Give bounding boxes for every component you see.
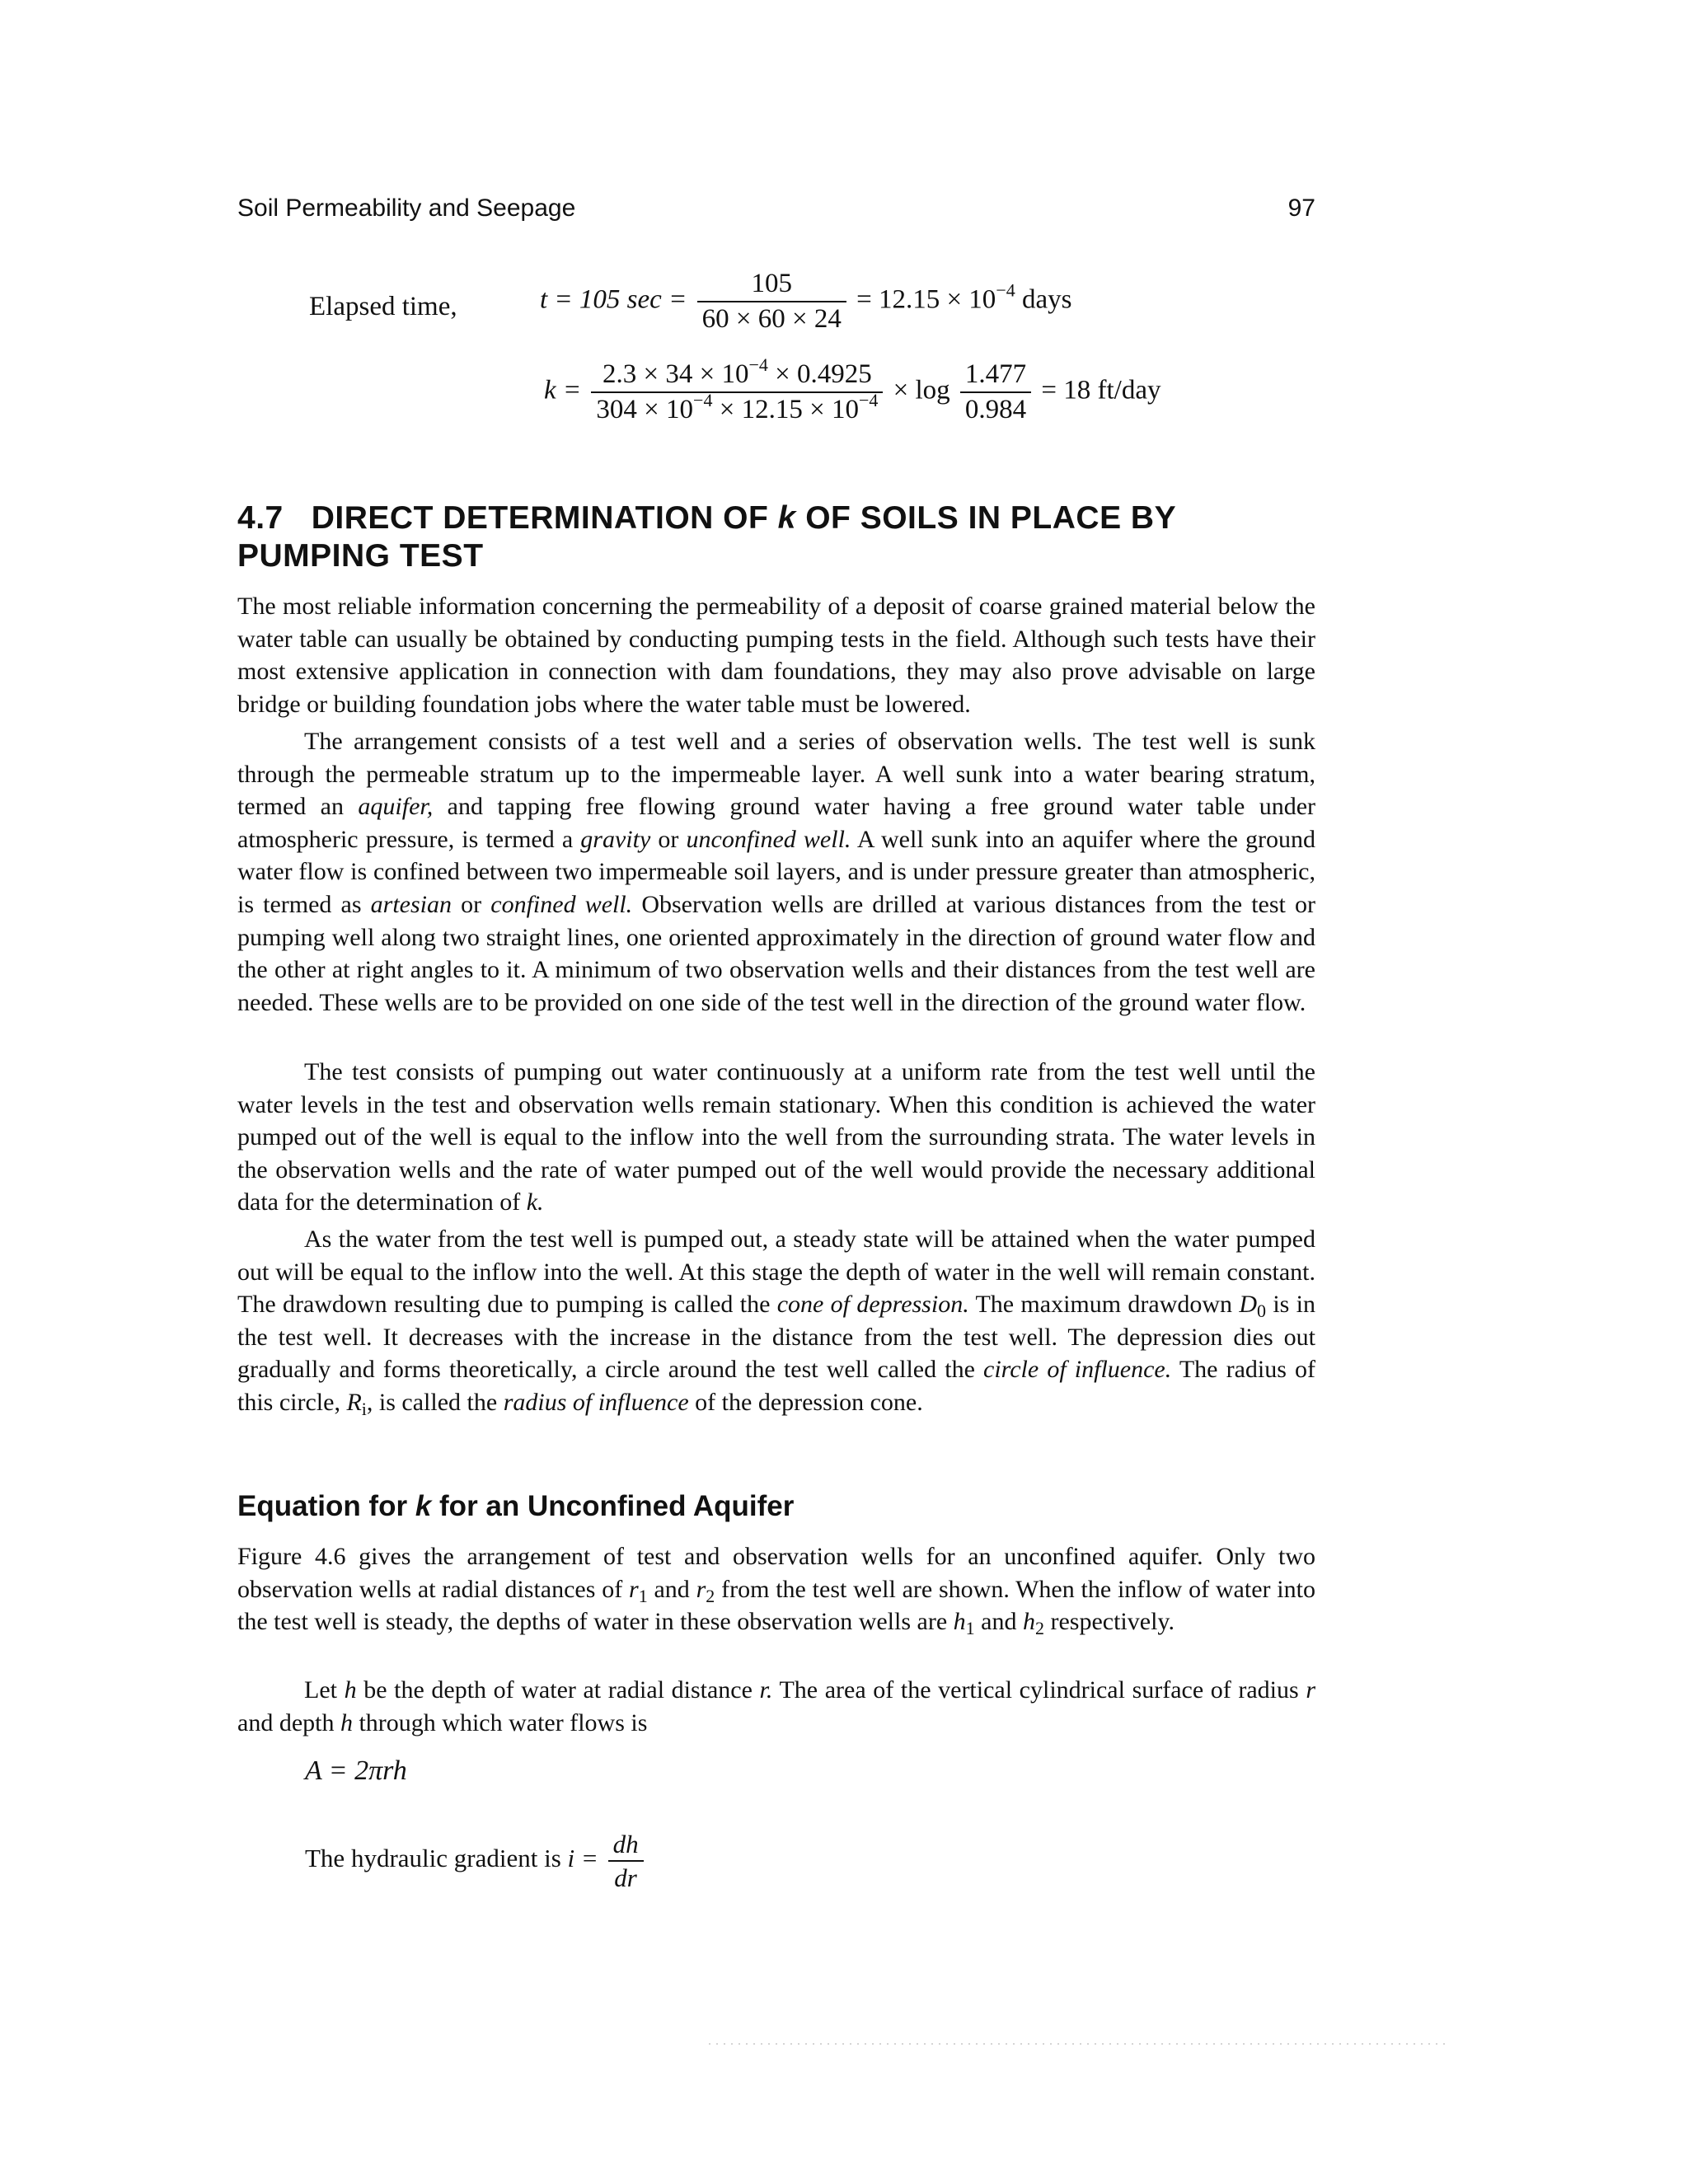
k-log: × log <box>893 375 950 405</box>
t-lhs: t = 105 sec = <box>540 284 687 315</box>
gradient-label: The hydraulic gradient is <box>305 1844 561 1873</box>
k-equation <box>544 354 1161 424</box>
paragraph-3: The test consists of pumping out water continuously at a uniform rate from the test well until the water levels in the test and observation wells remain stationary. When this condition is achieved the water pumped out of the well is equal to the inflow into the well from the surrounding strata. The water levels in the observation wells and the rate of water pumped out of the well would provide the necessary additional data for the determination of k. <box>237 1058 1315 1216</box>
log-numerator: 1.477 <box>960 361 1031 393</box>
section-number: 4.7 <box>237 500 284 536</box>
hydraulic-gradient-equation <box>305 1831 647 1891</box>
elapsed-time-equation <box>540 270 1071 333</box>
elapsed-time-label: Elapsed time, <box>309 292 457 321</box>
paragraph-5: Figure 4.6 gives the arrangement of test and observation wells for an unconfined aquifer. Only two observation wells at radial distances of $r_1$ and $r_2$ from the test well are shown. When the inflow of water into the test well is steady, the depths of water in these observation wells are $h_1$ and $h_2$ respectively. <box>237 1543 1315 1639</box>
page-number: 97 <box>1287 194 1315 222</box>
gradient-denominator: dr <box>614 1863 637 1892</box>
scan-artifact <box>709 2036 1451 2041</box>
k-denominator: $304 \times 10^{-4} \times 12.15 \times 10^{-4}$ <box>596 390 879 424</box>
section-heading: 4.7 DIRECT DETERMINATION OF k OF SOILS IN PLACE BY PUMPING TEST <box>237 500 1177 574</box>
paragraph-6: Let h be the depth of water at radial distance r. The area of the vertical cylindrical surface of radius r and depth h through which water flows is <box>237 1676 1315 1736</box>
area-equation: A = 2πrh <box>305 1755 407 1786</box>
k-fraction <box>591 354 883 424</box>
subsection-heading: Equation for k for an Unconfined Aquifer <box>237 1490 795 1522</box>
k-lhs: k = <box>544 375 582 405</box>
t-fraction <box>697 270 846 333</box>
gradient-numerator: dh <box>608 1831 644 1862</box>
log-denominator: 0.984 <box>964 395 1027 424</box>
t-numerator: 105 <box>697 270 846 302</box>
t-denominator: 60 × 60 × 24 <box>701 304 842 334</box>
gradient-fraction <box>608 1831 644 1891</box>
paragraph-2: The arrangement consists of a test well and a series of observation wells. The test well is sunk through the permeable stratum up to the impermeable layer. A well sunk into a water bearing stratum, termed an aquifer, and tapping free flowing ground water having a free ground water table under atmospheric pressure, is termed a gravity or unconfined well. A well sunk into an aquifer where the ground water flow is confined between two impermeable soil layers, and is under pressure greater than atmospheric, is termed as artesian or confined well. Observation wells are drilled at various distances from the test or pumping well along two straight lines, one oriented approximately in the direction of ground water flow and the other at right angles to it. A minimum of two observation wells and their distances from the test well are needed. These wells are to be provided on one side of the test well in the direction of the ground water flow. <box>237 728 1316 1016</box>
running-title: Soil Permeability and Seepage <box>237 194 576 222</box>
paragraph-1: The most reliable information concerning the permeability of a deposit of coarse grained material below the water table can usually be obtained by conducting pumping tests in the field. Although such tests have their most extensive application in connection with dam foundations, they may also prove advisable on large bridge or building foundation jobs where the water table must be lowered. <box>237 593 1315 718</box>
paragraph-4: As the water from the test well is pumped out, a steady state will be attained when the water pumped out will be equal to the inflow into the well. At this stage the depth of water in the well will remain constant. The drawdown resulting due to pumping is called the cone of depression. The maximum drawdown $D_0$ is in the test well. It decreases with the increase in the distance from the test well. The depression dies out gradually and forms theoretically, a circle around the test well called the circle of influence. The radius of this circle, $R_i$, is called the radius of influence of the depression cone. <box>237 1226 1316 1419</box>
k-result: = 18 ft/day <box>1041 375 1161 405</box>
gradient-lhs: i = <box>567 1844 598 1873</box>
running-head <box>237 194 1315 227</box>
t-rhs-exponent: −4 <box>996 279 1015 301</box>
log-fraction <box>960 361 1031 424</box>
t-unit: days <box>1021 284 1072 315</box>
k-numerator: $2.3 \times 34 \times 10^{-4} \times 0.4925$ <box>591 361 883 393</box>
t-rhs: = 12.15 × 10 <box>856 284 996 315</box>
